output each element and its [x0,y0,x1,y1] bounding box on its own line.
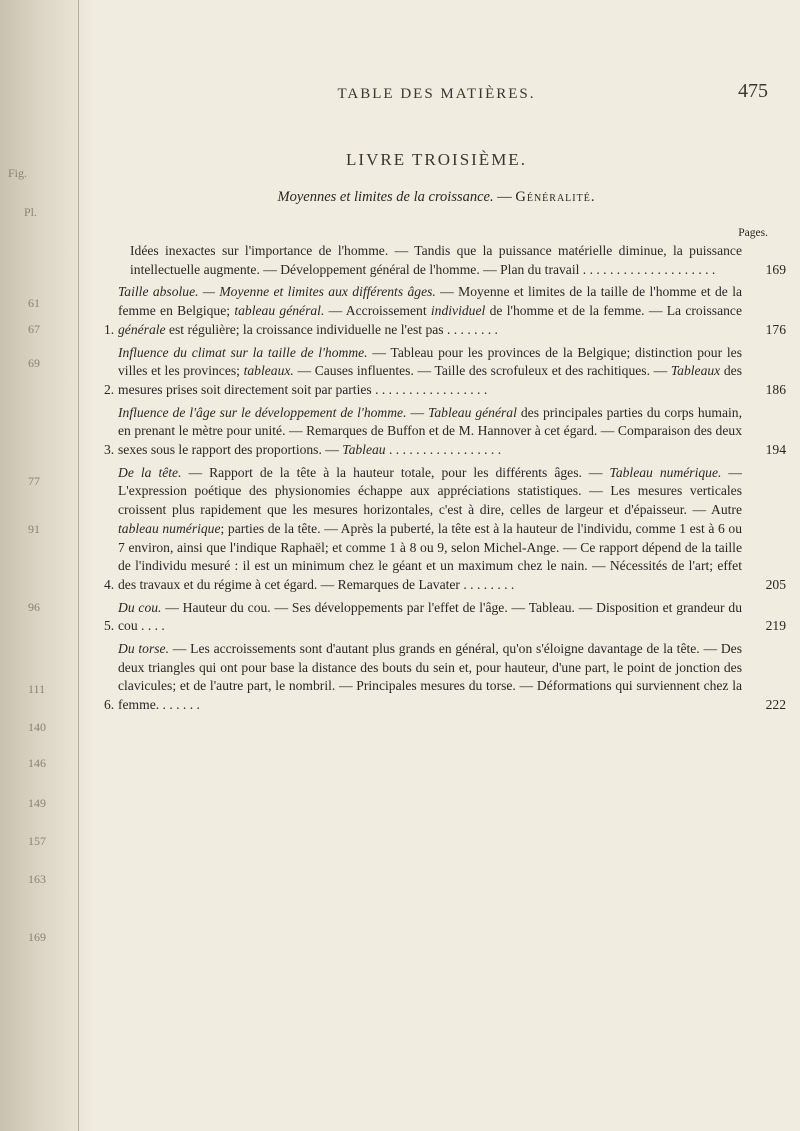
margin-bleed-text: 91 [28,522,40,536]
margin-bleed-text: Fig. [8,166,28,180]
toc-entry-text: Influence de l'âge sur le développement de l'homme. — Tableau général des principales parties du corps humain, en prenant le mètre pour unité. — Remarques de Buffon et de M. Hannover à cet égard. — Comparaison des deux sexes sous le rapport des proportions. — Tableau . . . . . . . . . . . . . . . . . [118,404,743,458]
margin-bleed-text: 96 [28,600,40,614]
margin-bleed-text: 111 [28,682,46,696]
page-header [105,80,768,110]
toc-entry-title: Du torse. [118,641,169,657]
toc-entry-number: 3. [104,442,115,458]
toc-entry[interactable] [100,599,786,636]
toc-entry-page: 205 [765,576,786,592]
toc-entry-number: 1. [104,321,115,337]
toc-entry-text: Du cou. — Hauteur du cou. — Ses développements par l'effet de l'âge. — Tableau. — Disposition et grandeur du cou . . . . [118,599,742,634]
margin-bleed-text: 163 [28,872,46,886]
margin-bleed-text: 69 [28,356,40,370]
page-number: 475 [738,80,768,102]
toc-entry-text: Taille absolue. — Moyenne et limites aux différents âges. — Moyenne et limites de la taille de l'homme et de la femme en Belgique; tableau général. — Accroissement individuel de l'homme et de la femme. — La croissance générale est régulière; la croissance individuelle ne l'est pas . . . . . . . . [118,284,743,337]
toc-entry-title: Influence de l'âge sur le développement de l'homme. [118,404,407,420]
toc-entry[interactable] [100,464,786,595]
toc-entry-page: 194 [765,442,786,458]
toc-entry-title: Taille absolue. — Moyenne et limites aux différents âges. [118,284,436,300]
margin-bleed-text: Pl. [24,205,38,219]
section-title [105,189,768,206]
toc-entry-page: 222 [765,697,786,713]
margin-bleed-text: 169 [28,930,46,944]
margin-bleed-text: 77 [28,474,40,488]
toc-entry-page: 186 [765,381,786,397]
toc-entry-intro[interactable] [100,242,786,279]
toc-entry-number: 5. [104,618,115,634]
toc-entry-text: Du torse. — Les accroissements sont d'autant plus grands en général, qu'on s'éloigne davantage de la tête. — Des deux triangles qui ont pour base la distance des bouts du sein et, pour hauteur, d'une part, le point de jonction des clavicules; et de l'autre part, le nombril. — Principales mesures du torse. — Déformations qui surviennent chez la femme. . . . . . . [118,641,742,713]
toc-entry-title: Influence du climat sur la taille de l'homme. [118,344,368,360]
section-title-separator: — [493,189,516,205]
running-title: TABLE DES MATIÈRES. [337,86,536,102]
margin-bleed-text: 149 [28,796,46,810]
toc-entry-page: 169 [765,261,786,277]
binding-edge [78,0,79,1131]
toc-entry[interactable] [100,283,786,339]
margin-bleed-text: 140 [28,720,46,734]
toc-entry-text: Influence du climat sur la taille de l'homme. — Tableau pour les provinces de la Belgique; distinction pour les villes et les provinces; tableaux. — Causes influentes. — Taille des scrofuleux et des rachitiques. — Tableaux des mesures prises soit directement soit par parties . . . . . . . . . . . . . . . . . [118,344,742,397]
pages-column-label: Pages. [738,227,768,239]
toc-entry-number: 4. [104,576,115,592]
book-title: LIVRE TROISIÈME. [346,150,527,169]
toc-entry-title: Du cou. [118,599,162,615]
toc-entry-page: 219 [765,618,786,634]
toc-entry[interactable] [100,344,786,400]
toc-entry[interactable] [100,640,786,715]
toc-entry-title: De la tête. [118,464,182,480]
table-of-contents [100,242,786,719]
toc-entry-text: De la tête. — Rapport de la tête à la hauteur totale, pour les différents âges. — Tableau numérique. — L'expression poétique des physionomies échappe aux appréciations statistiques. — Les mesures verticales croissent plus rapidement que les mesures horizontales, c'est à dire, celles de largeur et d'épaisseur. — Autre tableau numérique; parties de la tête. — Après la puberté, la tête est à la hauteur de l'individu, comme 1 est à 6 ou 7 environ, ainsi que l'indique Raphaël; et comme 1 à 8 ou 9, selon Michel-Ange. — Ce rapport dépend de la taille de l'individu mesuré : il est un minimum chez le géant et un maximum chez le nain. — Nécessités de l'art; effet des travaux et du régime à cet égard. — Remarques de Lavater . . . . . . . . [118,464,742,592]
toc-entry-number: 2. [104,381,115,397]
section-title-main: Moyennes et limites de la croissance. [277,189,494,205]
margin-bleed-text: 146 [28,756,46,770]
margin-bleed-text: 61 [28,296,40,310]
toc-entry-text: Idées inexactes sur l'importance de l'homme. — Tandis que la puissance matérielle diminue, la puissance intellectuelle augmente. — Développement général de l'homme. — Plan du travail . . . . . . . . . . . . . . . . . . . . [130,243,742,277]
section-title-generalite: Généralité. [515,189,596,205]
margin-bleed-text: 67 [28,322,40,336]
margin-bleed-text: 157 [28,834,46,848]
toc-entry[interactable] [100,404,786,460]
toc-entry-page: 176 [765,321,786,337]
toc-entry-number: 6. [104,697,115,713]
